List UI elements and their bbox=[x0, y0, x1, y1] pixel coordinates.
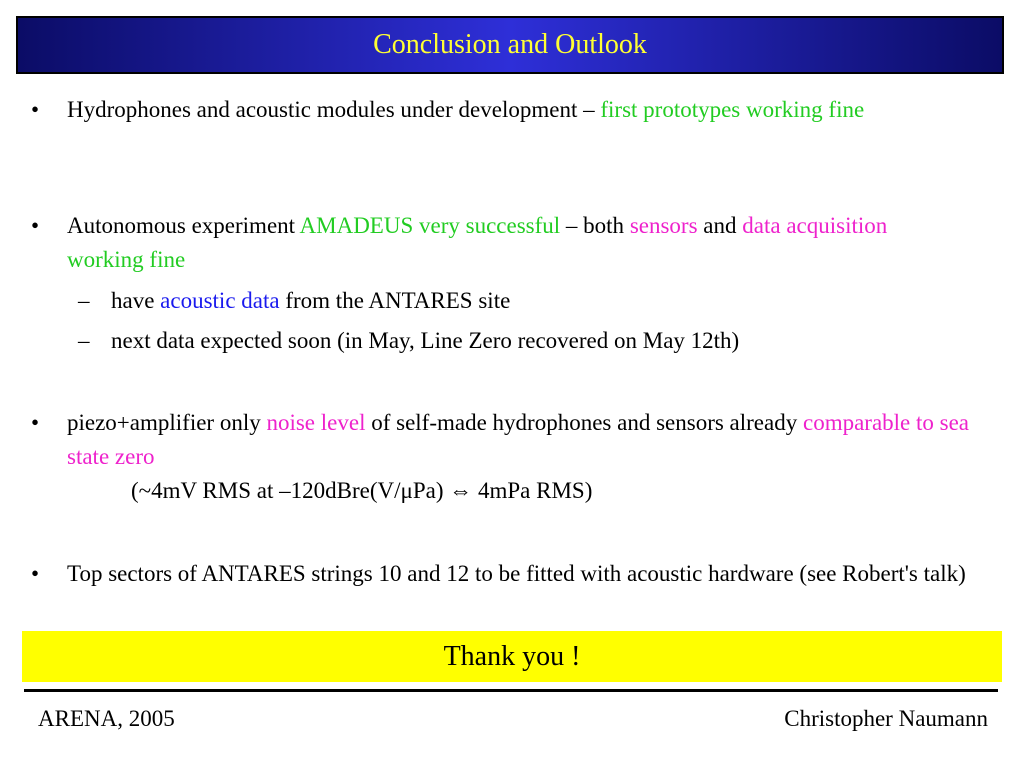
bullet-text: of self-made hydrophones and sensors already bbox=[365, 410, 803, 435]
highlight-text: noise level bbox=[266, 410, 366, 435]
bullet-text: from the ANTARES site bbox=[279, 288, 511, 313]
bullet-marker: • bbox=[31, 97, 40, 122]
bullet-prototypes bbox=[31, 93, 927, 127]
bullet-text: Hydrophones and acoustic modules under development – bbox=[67, 97, 601, 122]
bullet-amadeus bbox=[31, 209, 967, 277]
bullet-text: next data expected soon (in May, Line Zero recovered on May 12th) bbox=[111, 328, 740, 353]
bullet-top-sectors bbox=[31, 557, 987, 591]
highlight-text: acoustic data bbox=[160, 288, 280, 313]
highlight-text: first prototypes working fine bbox=[600, 97, 865, 122]
bullet-marker: • bbox=[31, 213, 40, 238]
highlight-text: comparable to sea state zero bbox=[67, 410, 970, 469]
sub-bullet-next-data bbox=[78, 324, 1001, 358]
bullet-text: Top sectors of ANTARES strings 10 and 12 to be fitted with acoustic hardware (see Robert's talk) bbox=[67, 561, 966, 586]
formula-text: (~4mV RMS at –120dBre(V/μPa) ⇔ 4mPa RMS) bbox=[131, 478, 593, 503]
thank-you-banner bbox=[22, 631, 1002, 682]
footer-author: Christopher Naumann bbox=[784, 706, 988, 731]
bullet-text: piezo+amplifier only bbox=[67, 410, 267, 435]
bullet-text: Autonomous experiment bbox=[67, 213, 300, 238]
slide-title: Conclusion and Outlook bbox=[373, 29, 647, 60]
highlight-text: working fine bbox=[67, 247, 186, 272]
sub-bullet-marker: – bbox=[78, 288, 90, 313]
bullet-marker: • bbox=[31, 410, 40, 435]
bullet-text: – both bbox=[560, 213, 630, 238]
highlight-text: AMADEUS very successful bbox=[299, 213, 561, 238]
bullet-text: and bbox=[697, 213, 743, 238]
bullet-noise-level bbox=[31, 406, 987, 508]
footer-divider bbox=[24, 689, 998, 692]
sub-bullet-marker: – bbox=[78, 328, 90, 353]
bullet-marker: • bbox=[31, 561, 40, 586]
footer-event: ARENA, 2005 bbox=[38, 706, 175, 731]
bullet-text: have bbox=[111, 288, 161, 313]
highlight-text: data acquisition bbox=[742, 213, 888, 238]
highlight-text: sensors bbox=[629, 213, 698, 238]
sub-bullet-acoustic-data bbox=[78, 284, 991, 318]
thank-you-text: Thank you ! bbox=[443, 640, 581, 672]
